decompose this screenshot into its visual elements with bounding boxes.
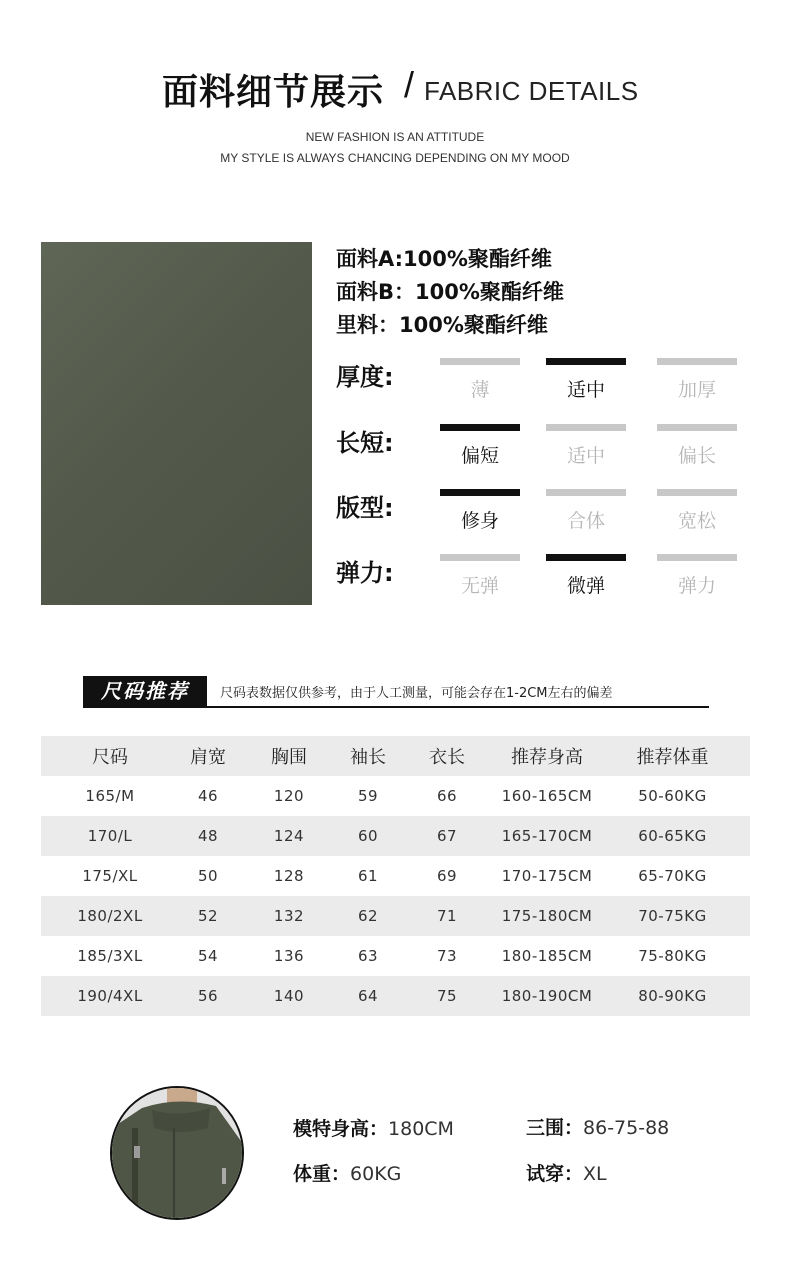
option-label: 适中 xyxy=(566,445,605,467)
cell-weight: 80-90KG xyxy=(638,987,707,1005)
level-bar xyxy=(657,424,737,431)
cell-shoulder: 54 xyxy=(197,947,219,965)
cell-length: 67 xyxy=(436,827,458,845)
option-medium xyxy=(546,358,626,402)
option-stretch xyxy=(657,554,737,598)
cell-sleeve: 61 xyxy=(357,867,379,885)
cell-weight: 50-60KG xyxy=(638,787,707,805)
level-bar xyxy=(657,358,737,365)
cell-size: 175/XL xyxy=(82,867,138,885)
header-weight: 推荐体重 xyxy=(636,747,709,768)
cell-size: 190/4XL xyxy=(77,987,143,1005)
model-fit-size xyxy=(526,1159,607,1186)
level-bar xyxy=(546,489,626,496)
model-weight xyxy=(293,1159,401,1186)
cell-height: 160-165CM xyxy=(501,787,593,805)
option-label: 微弹 xyxy=(566,575,605,597)
model-height xyxy=(293,1114,454,1141)
cell-sleeve: 59 xyxy=(357,787,379,805)
option-label: 合体 xyxy=(566,510,605,532)
cell-weight: 75-80KG xyxy=(638,947,707,965)
title-divider: / xyxy=(404,64,415,105)
cell-shoulder: 48 xyxy=(197,827,219,845)
cell-length: 66 xyxy=(436,787,458,805)
option-label: 偏短 xyxy=(460,445,499,467)
table-row xyxy=(41,936,750,976)
option-long xyxy=(657,424,737,468)
option-label: 加厚 xyxy=(677,379,716,401)
cell-chest: 128 xyxy=(273,867,305,885)
section-divider xyxy=(83,706,709,708)
table-row xyxy=(41,976,750,1016)
cell-sleeve: 64 xyxy=(357,987,379,1005)
model-weight-value: 60KG xyxy=(350,1163,402,1185)
attribute-label: 弹力: xyxy=(336,559,394,587)
option-label: 薄 xyxy=(470,379,490,401)
level-bar xyxy=(546,424,626,431)
model-avatar xyxy=(110,1086,244,1220)
cell-size: 165/M xyxy=(85,787,135,805)
cell-weight: 65-70KG xyxy=(638,867,707,885)
option-regular xyxy=(546,424,626,468)
cell-sleeve: 62 xyxy=(357,907,379,925)
option-short xyxy=(440,424,520,468)
page-title-cn: 面料细节展示 xyxy=(162,72,385,113)
cell-sleeve: 63 xyxy=(357,947,379,965)
option-label: 弹力 xyxy=(677,575,716,597)
cell-length: 73 xyxy=(436,947,458,965)
option-label: 适中 xyxy=(566,379,605,401)
level-bar xyxy=(440,554,520,561)
cell-height: 180-190CM xyxy=(501,987,593,1005)
cell-sleeve: 60 xyxy=(357,827,379,845)
option-thin xyxy=(440,358,520,402)
model-fit-label: 试穿： xyxy=(526,1163,584,1185)
model-measurements xyxy=(526,1113,669,1140)
option-thick xyxy=(657,358,737,402)
tagline-1: NEW FASHION IS AN ATTITUDE xyxy=(305,130,485,144)
cell-shoulder: 56 xyxy=(197,987,219,1005)
cell-chest: 124 xyxy=(273,827,305,845)
cell-height: 170-175CM xyxy=(501,867,593,885)
material-fabric-a: 面料A:100%聚酯纤维 xyxy=(336,247,552,271)
option-slim xyxy=(440,489,520,533)
option-fitted xyxy=(546,489,626,533)
header-sleeve: 袖长 xyxy=(350,747,386,768)
level-bar xyxy=(546,358,626,365)
cell-chest: 136 xyxy=(273,947,305,965)
cell-length: 75 xyxy=(436,987,458,1005)
cell-chest: 132 xyxy=(273,907,305,925)
cell-size: 180/2XL xyxy=(77,907,143,925)
level-bar xyxy=(440,424,520,431)
fabric-swatch-image xyxy=(41,242,312,605)
cell-weight: 60-65KG xyxy=(638,827,707,845)
level-bar xyxy=(657,489,737,496)
model-height-value: 180CM xyxy=(388,1118,454,1140)
table-header-row xyxy=(41,736,750,776)
attribute-label: 厚度: xyxy=(336,363,394,391)
option-slight-stretch xyxy=(546,554,626,598)
cell-size: 170/L xyxy=(87,827,133,845)
cell-size: 185/3XL xyxy=(77,947,143,965)
cell-weight: 70-75KG xyxy=(638,907,707,925)
page-title-en: FABRIC DETAILS xyxy=(424,76,639,106)
option-loose xyxy=(657,489,737,533)
size-table xyxy=(41,736,750,1016)
tagline-2: MY STYLE IS ALWAYS CHANCING DEPENDING ON MY MOOD xyxy=(220,151,570,165)
level-bar xyxy=(440,489,520,496)
level-bar xyxy=(657,554,737,561)
material-fabric-b: 面料B：100%聚酯纤维 xyxy=(336,280,564,304)
header-size: 尺码 xyxy=(92,747,128,768)
size-section-note: 尺码表数据仅供参考，由于人工测量，可能会存在1-2CM左右的偏差 xyxy=(220,686,613,701)
attribute-label: 长短: xyxy=(336,429,394,457)
table-row xyxy=(41,816,750,856)
model-measurements-label: 三围： xyxy=(526,1117,584,1139)
table-row xyxy=(41,776,750,816)
level-bar xyxy=(440,358,520,365)
attribute-label: 版型: xyxy=(336,494,394,522)
model-fit-value: XL xyxy=(583,1163,607,1185)
table-row xyxy=(41,856,750,896)
size-section-heading: 尺码推荐 xyxy=(83,676,207,706)
cell-height: 165-170CM xyxy=(501,827,593,845)
cell-shoulder: 46 xyxy=(197,787,219,805)
option-label: 宽松 xyxy=(677,510,716,532)
header-length: 衣长 xyxy=(429,747,465,768)
cell-shoulder: 50 xyxy=(197,867,219,885)
cell-shoulder: 52 xyxy=(197,907,219,925)
level-bar xyxy=(546,554,626,561)
header-shoulder: 肩宽 xyxy=(190,747,226,768)
cell-length: 71 xyxy=(436,907,458,925)
header-chest: 胸围 xyxy=(271,747,307,768)
table-row xyxy=(41,896,750,936)
option-label: 偏长 xyxy=(677,445,716,467)
model-height-label: 模特身高： xyxy=(293,1118,389,1140)
model-photo xyxy=(112,1088,244,1220)
option-no-stretch xyxy=(440,554,520,598)
cell-height: 175-180CM xyxy=(501,907,593,925)
option-label: 修身 xyxy=(460,510,499,532)
cell-chest: 140 xyxy=(273,987,305,1005)
cell-length: 69 xyxy=(436,867,458,885)
cell-chest: 120 xyxy=(273,787,305,805)
material-lining: 里料：100%聚酯纤维 xyxy=(336,313,548,337)
header-height: 推荐身高 xyxy=(511,747,583,768)
cell-height: 180-185CM xyxy=(501,947,593,965)
option-label: 无弹 xyxy=(460,575,499,597)
model-weight-label: 体重： xyxy=(293,1163,351,1185)
model-measurements-value: 86-75-88 xyxy=(583,1117,670,1139)
